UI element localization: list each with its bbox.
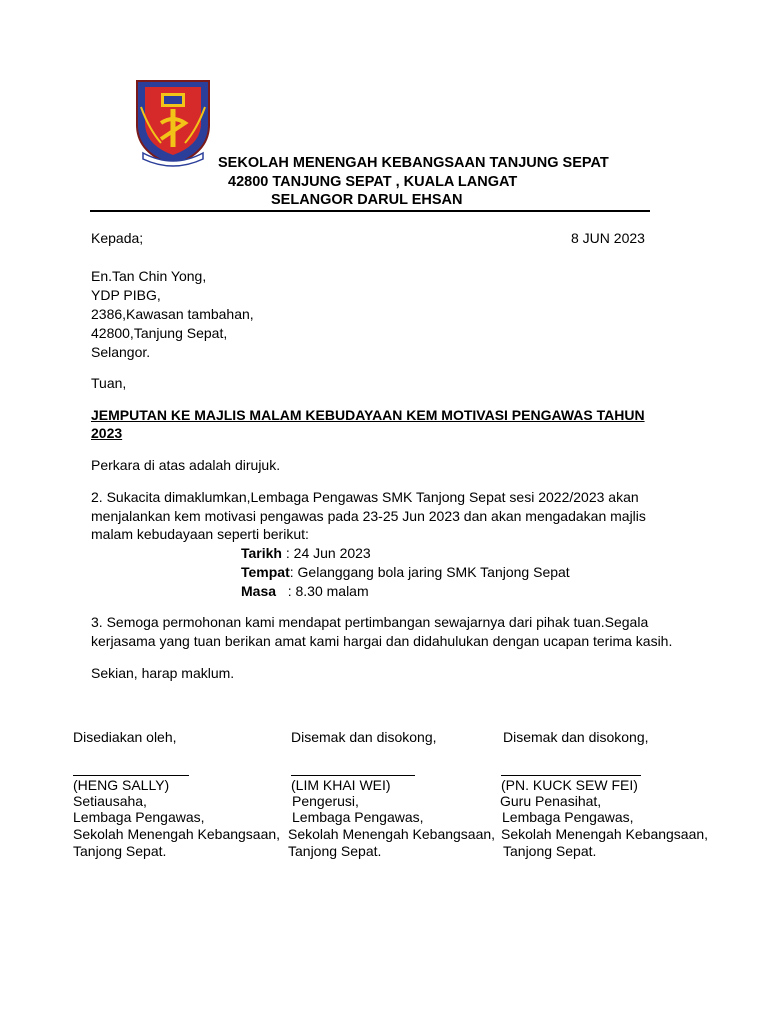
signatory-name: (LIM KHAI WEI) (291, 777, 391, 793)
signatory-role: Tanjong Sepat. (503, 843, 597, 859)
signatory-role: Setiausaha, (73, 793, 147, 809)
signatory-role: Tanjong Sepat. (73, 843, 167, 859)
paragraph-3-line: kerjasama yang tuan berikan amat kami hargai dan didahulukan dengan ucapan terima kasih. (91, 633, 673, 649)
recipient-line: Selangor. (91, 344, 151, 360)
signatory-role: Sekolah Menengah Kebangsaan, (501, 826, 709, 842)
detail-row-time (241, 582, 369, 601)
signatory-name: (HENG SALLY) (73, 777, 170, 793)
detail-label: Tarikh (241, 545, 282, 561)
signatory-heading: Disemak dan disokong, (503, 729, 649, 745)
recipient-line: 42800,Tanjung Sepat, (91, 325, 228, 341)
detail-label: Masa (241, 583, 277, 599)
school-name: SEKOLAH MENENGAH KEBANGSAAN TANJUNG SEPAT (218, 155, 609, 171)
school-address-line2: SELANGOR DARUL EHSAN (271, 192, 463, 208)
recipient-line: 2386,Kawasan tambahan, (91, 306, 254, 322)
paragraph-2-line: menjalankan kem motivasi pengawas pada 23-25 Jun 2023 dan akan mengadakan majlis (91, 508, 646, 524)
paragraph-2-line: malam kebudayaan seperti berikut: (91, 526, 309, 542)
signatory-heading: Disediakan oleh, (73, 729, 177, 745)
signatory-role: Lembaga Pengawas, (502, 809, 634, 825)
subject-line: 2023 (91, 425, 123, 441)
detail-value: : Gelanggang bola jaring SMK Tanjong Sepat (289, 564, 570, 580)
recipient-line: En.Tan Chin Yong, (91, 268, 207, 284)
detail-row-venue (241, 563, 570, 582)
detail-value: : 8.30 malam (276, 583, 369, 599)
signatory-role: Guru Penasihat, (500, 793, 602, 809)
signatory-name: (PN. KUCK SEW FEI) (501, 777, 638, 793)
signatory-role: Tanjong Sepat. (288, 843, 382, 859)
paragraph-2-line: 2. Sukacita dimaklumkan,Lembaga Pengawas SMK Tanjong Sepat sesi 2022/2023 akan (91, 489, 639, 505)
signatory-role: Pengerusi, (292, 793, 359, 809)
school-crest-logo (131, 73, 215, 169)
signatory-role: Lembaga Pengawas, (292, 809, 424, 825)
header-divider (90, 210, 650, 212)
detail-row-date (241, 544, 371, 563)
detail-value: : 24 Jun 2023 (281, 545, 371, 561)
signatory-role: Lembaga Pengawas, (73, 809, 205, 825)
signatory-heading: Disemak dan disokong, (291, 729, 437, 745)
subject-line: JEMPUTAN KE MAJLIS MALAM KEBUDAYAAN KEM MOTIVASI PENGAWAS TAHUN (91, 407, 645, 423)
detail-label: Tempat (241, 564, 290, 580)
signatory-role: Sekolah Menengah Kebangsaan, (288, 826, 496, 842)
signatory-role: Sekolah Menengah Kebangsaan, (73, 826, 281, 842)
closing: Sekian, harap maklum. (91, 665, 235, 681)
recipient-line: YDP PIBG, (91, 287, 161, 303)
to-label: Kepada; (91, 230, 144, 246)
salutation: Tuan, (91, 375, 127, 391)
paragraph-3-line: 3. Semoga permohonan kami mendapat pertimbangan sewajarnya dari pihak tuan.Segala (91, 614, 649, 630)
letter-date: 8 JUN 2023 (571, 230, 645, 246)
paragraph-1: Perkara di atas adalah dirujuk. (91, 457, 281, 473)
school-address-line1: 42800 TANJUNG SEPAT , KUALA LANGAT (228, 174, 518, 190)
